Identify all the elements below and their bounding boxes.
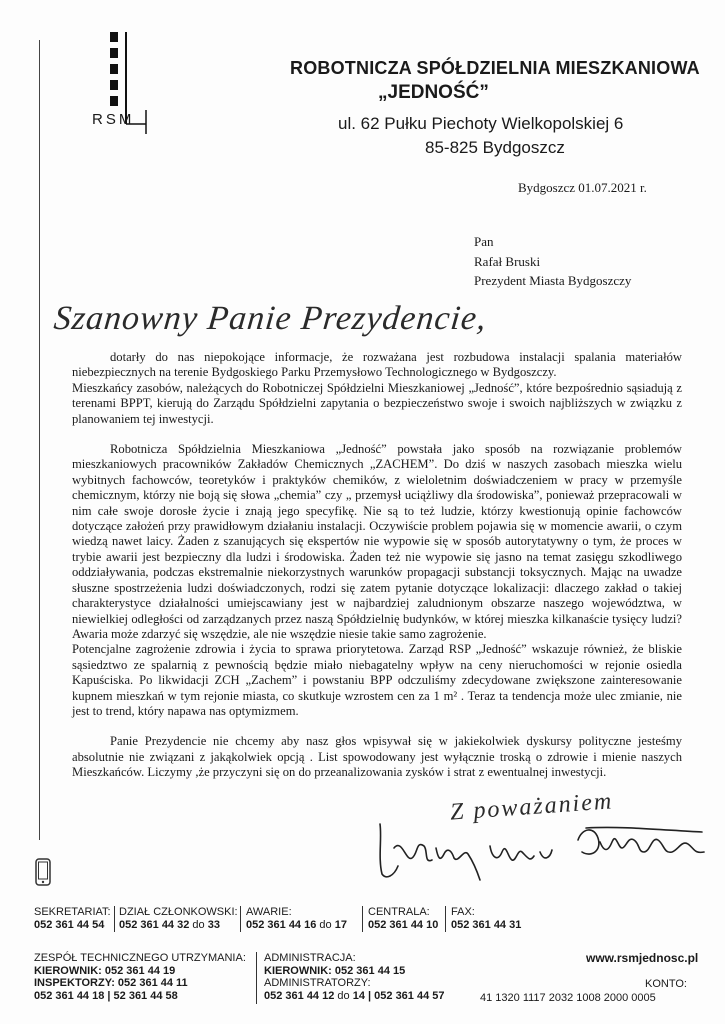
footer-awarie: AWARIE: 052 361 44 16 do 17 <box>246 906 347 931</box>
fax-number: 052 361 44 31 <box>451 918 522 931</box>
recipient-title: Pan <box>474 234 494 249</box>
paragraph-threat: Potencjalne zagrożenie zdrowia i życia to sprawa priorytetowa. Zarząd RSP „Jedność” wskazuje również, że bliskie sąsiedztwo ze spalarnią z pewnością będzie miało niebagatelny wpływ na ceny nieruchomości w rejonie osiedla Kapuściska. Po likwidacji ZCH „Zachem” i powstaniu BPP odczuliśmy zdecydowane zwiększone zainteresowanie kupnem mieszkań w tym rejonie miasta, co skutkuje wzrostem cen za 1 m² . Teraz ta tendencja może ulec zmianie, nie jest to trend, który napawa nas optymizmem. <box>72 642 682 718</box>
zespol-kierownik[interactable]: KIEROWNIK: 052 361 44 19 <box>34 964 176 977</box>
letter-body <box>72 350 682 781</box>
administracja-kierownik[interactable]: KIEROWNIK: 052 361 44 15 <box>264 964 406 977</box>
paragraph-intro: dotarły do nas niepokojące informacje, że rozważana jest rozbudowa instalacji spalania materiałów niebezpiecznych na terenie Bydgoskiego Parku Przemysłowo Technologicznego w Bydgoszczy. <box>72 350 682 380</box>
paragraph-residents: Mieszkańcy zasobów, należących do Robotniczej Spółdzielni Mieszkaniowej „Jedność”, które bezpośrednio sąsiadują z terenami BPPT, kierują do Zarządu Spółdzielni zapytania o bezpieczeństwo swoje i swoich najbliższych w związku z planowaniem tej inwestycji. <box>72 380 682 426</box>
footer-divider <box>240 906 241 932</box>
awarie-phone[interactable]: 052 361 44 16 <box>246 918 317 931</box>
paragraph-closing: Panie Prezydencie nie chcemy aby nasz głos wpisywał się w jakiekolwiek dyskursy polityczne jesteśmy absolutnie nie związani z jakąkolwiek opcją . List spowodowany jest wyłącznie troską o zdrowie i mienie naszych Mieszkańców. Liczymy ,że przyczyni się on do przeanalizowania zysków i strat z ewentualnej inwestycji. <box>72 734 682 780</box>
footer-divider <box>114 906 115 932</box>
address-city: 85-825 Bydgoszcz <box>425 138 565 157</box>
dzial-phone[interactable]: 052 361 44 32 <box>119 918 190 931</box>
address-street: ul. 62 Pułku Piechoty Wielkopolskiej 6 <box>338 114 624 133</box>
left-margin-rule <box>39 40 40 840</box>
logo-text: RSM <box>92 111 135 128</box>
footer-fax: FAX: 052 361 44 31 <box>451 906 522 931</box>
centrala-phone[interactable]: 052 361 44 10 <box>368 918 439 931</box>
recipient-position: Prezydent Miasta Bydgoszczy <box>474 273 632 288</box>
zespol-inspektorzy[interactable]: INSPEKTORZY: 052 361 44 11 <box>34 977 188 990</box>
handwritten-salutation: Szanowny Panie Prezydencie, <box>52 300 489 337</box>
organization-subname: „JEDNOŚĆ” <box>378 82 489 103</box>
signature-image <box>372 818 712 884</box>
website-link[interactable]: www.rsmjednosc.pl <box>586 951 699 965</box>
recipient-block <box>474 232 631 291</box>
paragraph-history: Robotnicza Spółdzielnia Mieszkaniowa „Jedność” powstała jako sposób na rozwiązanie problemów mieszkaniowych pracowników Zakładów Chemicznych „ZACHEM”. Do dziś w naszych zasobach mieszka wielu wybitnych fachowców, teoretyków i praktyków chemików, z wieloletnim doświadczeniem w pracy w przemyśle chemicznym, którzy nie boją się słowa „chemia” czy „ przemysł uciążliwy dla środowiska”, ponieważ przepracowali w nim całe swoje dorosłe życie i znają jego specyfikę. Nie są to też ludzie, którzy kwestionują opinie fachowców dotyczące założeń przy prawidłowym działaniu instalacji. Oczywiście problem pojawia się w momencie awarii, o czym wiedzą nawet laicy. Żaden z szanujących się ekspertów nie wypowie się w sposób autorytatywny o tym, że proces w trybie awarii jest bezpieczny dla ludzi i środowiska. Żaden też nie wypowie się jasno na temat zasięgu szkodliwego oddziaływania, podczas ekstremalnie niekorzystnych warunków propagacji substancji toksycznych. Mając na uwadze słuszne spostrzeżenia ludzi doświadczonych, rodzi się zatem pytanie dotyczące lokalizacji: dlaczego zakład o takiej charakterystyce działalności umiejscawiany jest w najbardziej zaludnionym obszarze naszego województwa, w niewielkiej odległości od zarządzanych przez naszą Spółdzielnię budynków, w której mieszka kilkanaście tysięcy ludzi? Awaria może zdarzyć się wszędzie, ale nie wszędzie niesie takie samo zagrożenie. <box>72 442 682 641</box>
footer-centrala: CENTRALA: 052 361 44 10 <box>368 906 439 931</box>
footer-administracja: ADMINISTRACJA: KIEROWNIK: 052 361 44 15 ADMINISTRATORZY: 052 361 44 12 do 14 | 052 361 44 57 <box>264 952 445 1002</box>
account-label: KONTO: <box>645 978 687 990</box>
phone-icon <box>34 858 52 886</box>
footer-divider <box>445 906 446 932</box>
organization-name: ROBOTNICZA SPÓŁDZIELNIA MIESZKANIOWA <box>290 58 700 78</box>
footer-sekretariat: SEKRETARIAT: 052 361 44 54 <box>34 906 111 931</box>
sekretariat-phone[interactable]: 052 361 44 54 <box>34 918 105 931</box>
recipient-name: Rafał Bruski <box>474 253 541 269</box>
footer-divider <box>362 906 363 932</box>
footer-divider <box>256 952 257 1004</box>
footer-dzial: DZIAŁ CZŁONKOWSKI: 052 361 44 32 do 33 <box>119 906 238 931</box>
footer-zespol: ZESPÓŁ TECHNICZNEGO UTRZYMANIA: KIEROWNIK: 052 361 44 19 INSPEKTORZY: 052 361 44 11 052 361 44 18 | 52 361 44 58 <box>34 952 246 1002</box>
letter-date: Bydgoszcz 01.07.2021 r. <box>518 180 647 195</box>
account-number: 41 1320 1117 2032 1008 2000 0005 <box>480 992 656 1004</box>
handwritten-closing: Z poważaniem <box>449 788 615 826</box>
